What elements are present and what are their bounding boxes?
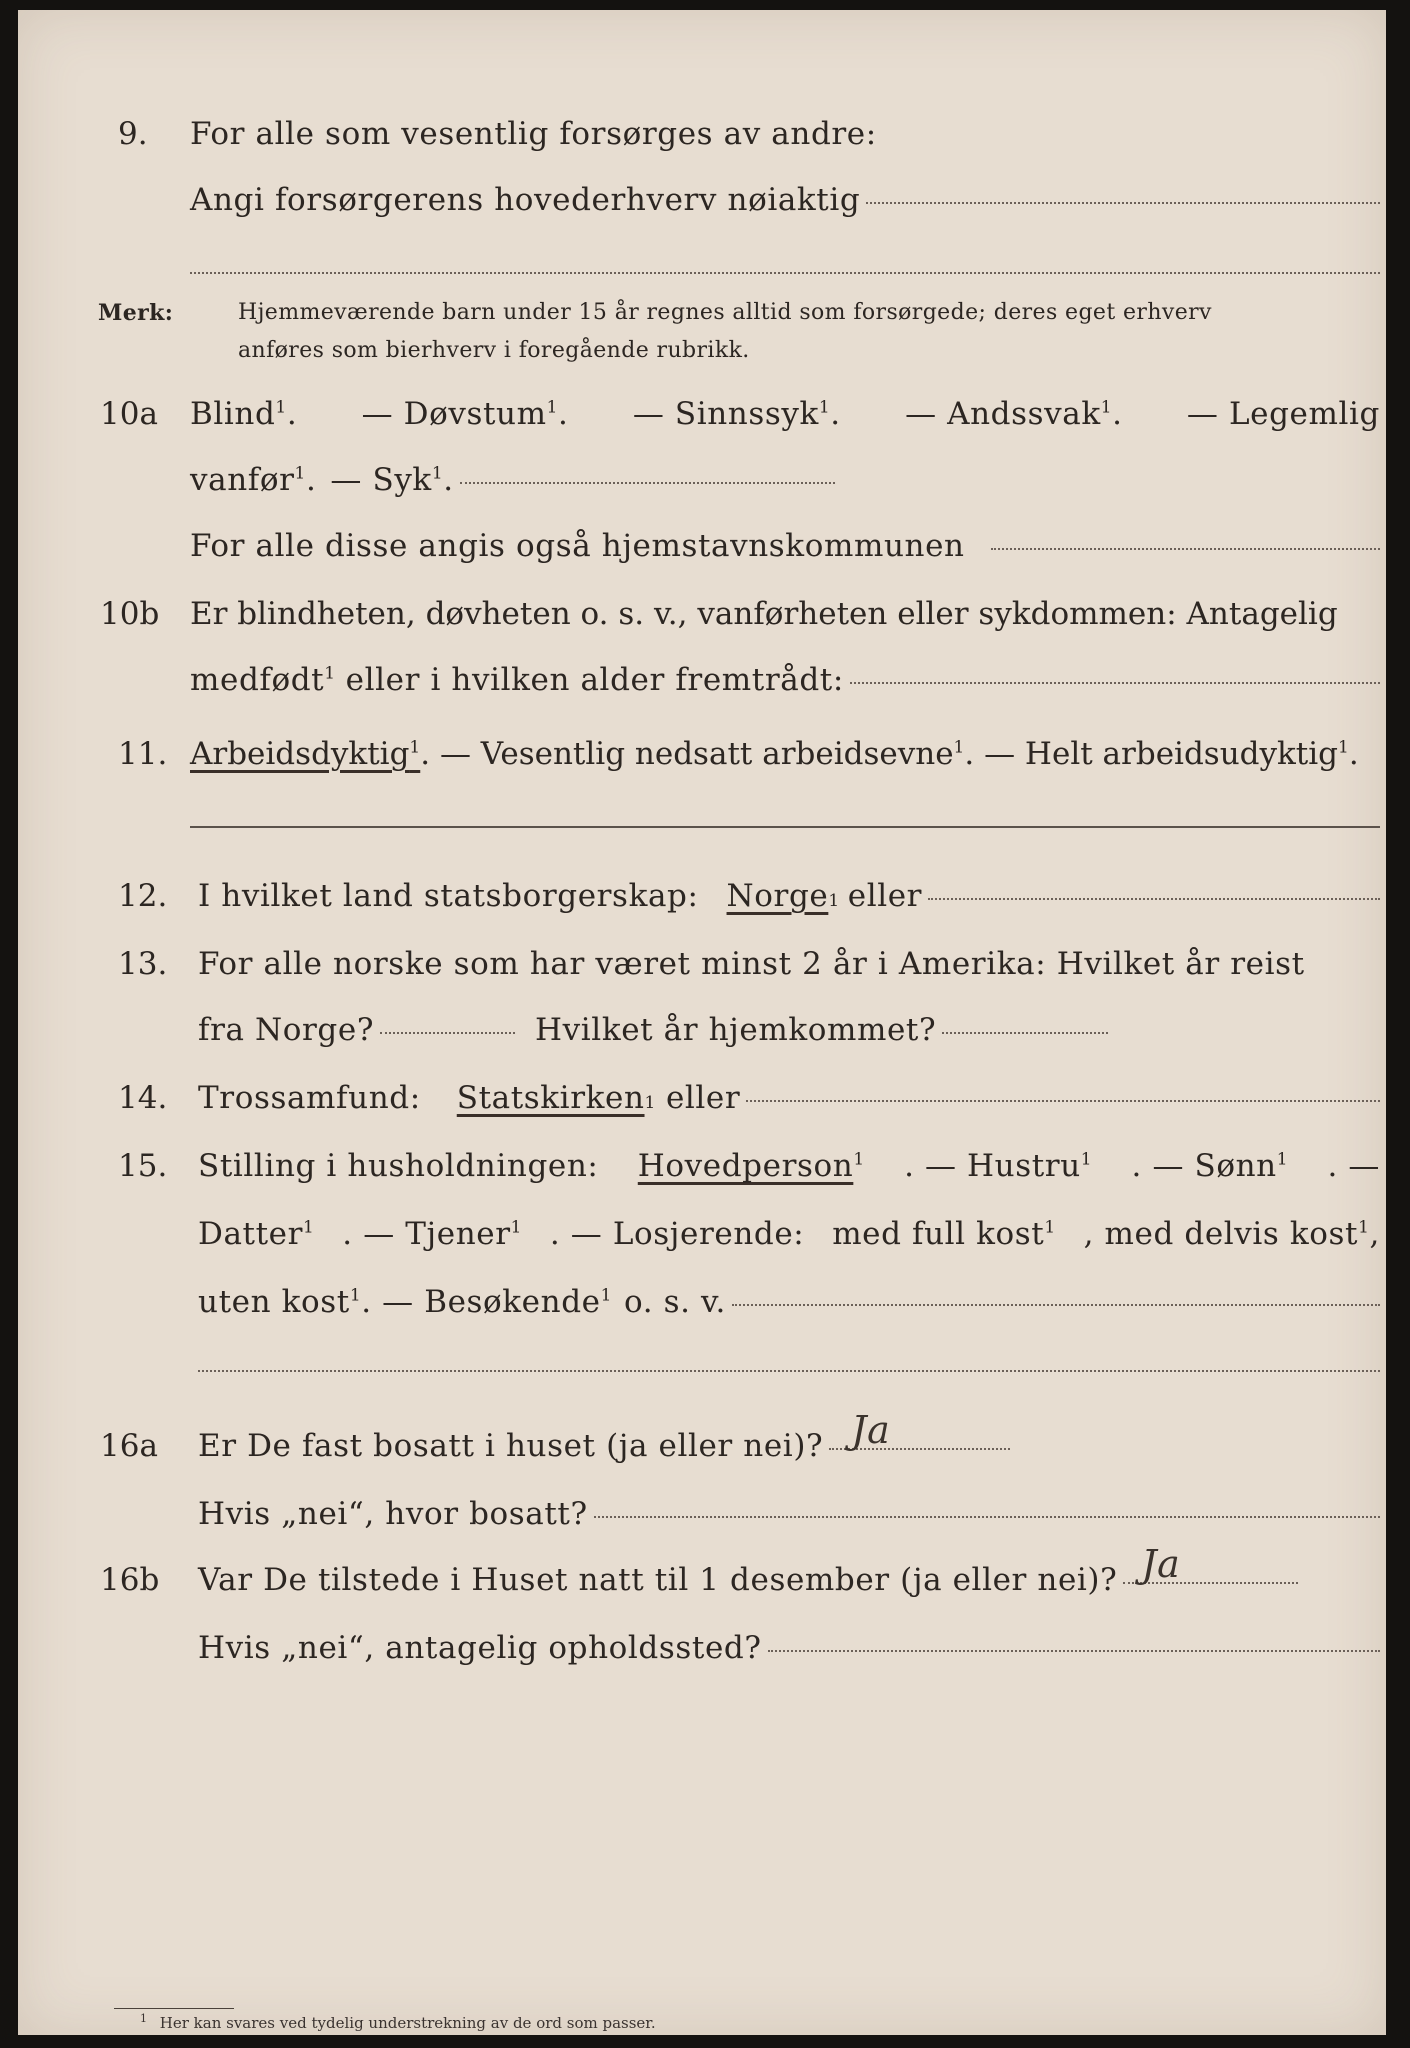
q16b-answer-field[interactable] — [1123, 1542, 1298, 1586]
q13-line2 — [198, 1012, 1108, 1048]
q15-delvis-kost[interactable]: , med delvis kost$^1$, — [1083, 1216, 1380, 1252]
q14-statskirken-selected[interactable]: Statskirken — [456, 1080, 645, 1116]
q10a-sinnssyk[interactable]: — Sinnssyk$^1$. — [632, 396, 841, 432]
footnote-rule — [114, 2008, 234, 2009]
q15-hustru[interactable]: . — Hustru$^1$ — [904, 1148, 1093, 1184]
q14-answer-field[interactable] — [746, 1100, 1380, 1102]
q14-eller: eller — [665, 1080, 741, 1116]
q12-eller: eller — [847, 878, 923, 914]
q15-hovedperson-selected[interactable]: Hovedperson$^1$ — [637, 1148, 865, 1184]
q14-text: Trossamfund: — [198, 1080, 421, 1116]
q10a-hjemstavn-field[interactable] — [991, 548, 1380, 550]
q10b-alder-text: eller i hvilken alder fremtrådt: — [345, 662, 844, 698]
merk-line1: Hjemmeværende barn under 15 år regnes alltid som forsørgede; deres eget erhverv — [238, 300, 1212, 325]
q16a-question: Er De fast bosatt i huset (ja eller nei)? — [198, 1428, 824, 1464]
q16b-handwritten-answer: Ja — [1141, 1542, 1181, 1586]
q11-udyktig[interactable]: . — Helt arbeidsudyktig$^1$. — [964, 736, 1359, 772]
q11-line1 — [190, 736, 1359, 772]
q12-answer-field[interactable] — [928, 898, 1380, 900]
q16a-bosatt-field[interactable] — [594, 1516, 1380, 1518]
q16a-answer-field[interactable] — [829, 1408, 1010, 1452]
q16b-opholdssted-field[interactable] — [768, 1650, 1380, 1652]
q13-hjemkommet: Hvilket år hjemkommet? — [535, 1012, 937, 1048]
q16a-hvor-bosatt: Hvis „nei“, hvor bosatt? — [198, 1496, 588, 1532]
q9-line2-text: Angi forsørgerens hovederhverv nøiaktig — [190, 182, 861, 218]
q16b-line1 — [198, 1542, 1298, 1598]
q13-number: 13. — [118, 946, 168, 982]
footnote: $^1$ Her kan svares ved tydelig understrekning av de ord som passer. — [140, 2012, 656, 2032]
q16b-question: Var De tilstede i Huset natt til 1 desember (ja eller nei)? — [198, 1562, 1118, 1598]
q10b-number: 10b — [100, 596, 160, 632]
q14-number: 14. — [118, 1080, 168, 1116]
q10a-line2 — [190, 462, 835, 498]
q12-number: 12. — [118, 878, 168, 914]
q9-number: 9. — [118, 116, 148, 152]
q10b-line2 — [190, 662, 1380, 698]
q15-dash: . — — [1327, 1148, 1380, 1184]
q14-line: Trossamfund: Statskirken 1 eller — [198, 1080, 1380, 1116]
q15-text: Stilling i husholdningen: — [198, 1148, 599, 1184]
q10b-line1: Er blindheten, døvheten o. s. v., vanførheten eller sykdommen: Antagelig — [190, 596, 1338, 632]
q15-tjener[interactable]: . — Tjener$^1$ — [342, 1216, 523, 1252]
q15-full-kost[interactable]: med full kost$^1$ — [832, 1216, 1056, 1252]
q15-losjerende: . — Losjerende: — [549, 1216, 805, 1252]
q13-hjemkommet-field[interactable] — [942, 1032, 1108, 1034]
q13-fra-norge: fra Norge? — [198, 1012, 375, 1048]
q10b-alder-field[interactable] — [850, 682, 1380, 684]
q15-uten-kost[interactable]: uten kost$^1$ — [198, 1284, 362, 1320]
q12-line: I hvilket land statsborgerskap: Norge 1 eller — [198, 878, 1380, 914]
q15-sonn[interactable]: . — Sønn$^1$ — [1131, 1148, 1289, 1184]
q10a-number: 10a — [100, 396, 158, 432]
q15-line3 — [198, 1284, 1380, 1320]
q15-number: 15. — [118, 1148, 168, 1184]
q13-line1: For alle norske som har været minst 2 år i Amerika: Hvilket år reist — [198, 946, 1305, 982]
q13-fra-field[interactable] — [380, 1032, 515, 1034]
q16b-number: 16b — [100, 1562, 160, 1598]
q9-answer-field[interactable] — [866, 202, 1380, 204]
q9-line2 — [190, 182, 1380, 218]
q10a-vanfor[interactable]: vanfør$^1$. — [190, 462, 317, 498]
q16a-line2 — [198, 1496, 1380, 1532]
q11-answer-line[interactable] — [190, 826, 1380, 828]
q10b-medfodt[interactable]: medfødt$^1$ — [190, 662, 336, 698]
q16a-line1 — [198, 1408, 1010, 1464]
q12-text: I hvilket land statsborgerskap: — [198, 878, 699, 914]
q10a-blind[interactable]: Blind$^1$. — [190, 396, 298, 432]
q11-number: 11. — [118, 736, 168, 772]
merk-line2: anføres som bierhverv i foregående rubrikk. — [238, 338, 750, 363]
census-form-page — [18, 10, 1386, 2035]
q10a-syk[interactable]: — Syk$^1$. — [330, 462, 454, 498]
q9-extra-answer-line[interactable] — [190, 272, 1380, 274]
merk-label: Merk: — [98, 300, 174, 326]
q15-answer-field[interactable] — [732, 1304, 1380, 1306]
q10a-line1 — [190, 396, 1380, 432]
q16b-line2 — [198, 1630, 1380, 1666]
q10a-legemlig[interactable]: — Legemlig — [1186, 396, 1380, 432]
q15-besokende[interactable]: . — Besøkende$^1$ — [361, 1284, 613, 1320]
q15-line2 — [198, 1216, 1380, 1252]
q15-datter[interactable]: Datter$^1$ — [198, 1216, 315, 1252]
q10a-dovstum[interactable]: — Døvstum$^1$. — [361, 396, 569, 432]
q16b-opholdssted: Hvis „nei“, antagelig opholdssted? — [198, 1630, 762, 1666]
q15-line1 — [198, 1148, 1380, 1184]
q10a-andssvak[interactable]: — Andssvak$^1$. — [905, 396, 1123, 432]
q15-extra-answer-line[interactable] — [198, 1370, 1380, 1372]
q15-osv: o. s. v. — [624, 1284, 726, 1320]
q9-line1: For alle som vesentlig forsørges av andre: — [190, 116, 877, 152]
q10a-syk-field[interactable] — [460, 482, 835, 484]
q10a-line3 — [190, 528, 1380, 564]
q10a-hjemstavn-text: For alle disse angis også hjemstavnskommunen — [190, 528, 965, 564]
q16a-number: 16a — [100, 1428, 158, 1464]
q16a-handwritten-answer: Ja — [851, 1408, 891, 1452]
q11-nedsatt[interactable]: . — Vesentlig nedsatt arbeidsevne$^1$ — [420, 736, 965, 772]
q11-arbeidsdyktig-selected[interactable]: Arbeidsdyktig$^1$ — [190, 736, 421, 772]
q12-norge-selected[interactable]: Norge — [726, 878, 829, 914]
